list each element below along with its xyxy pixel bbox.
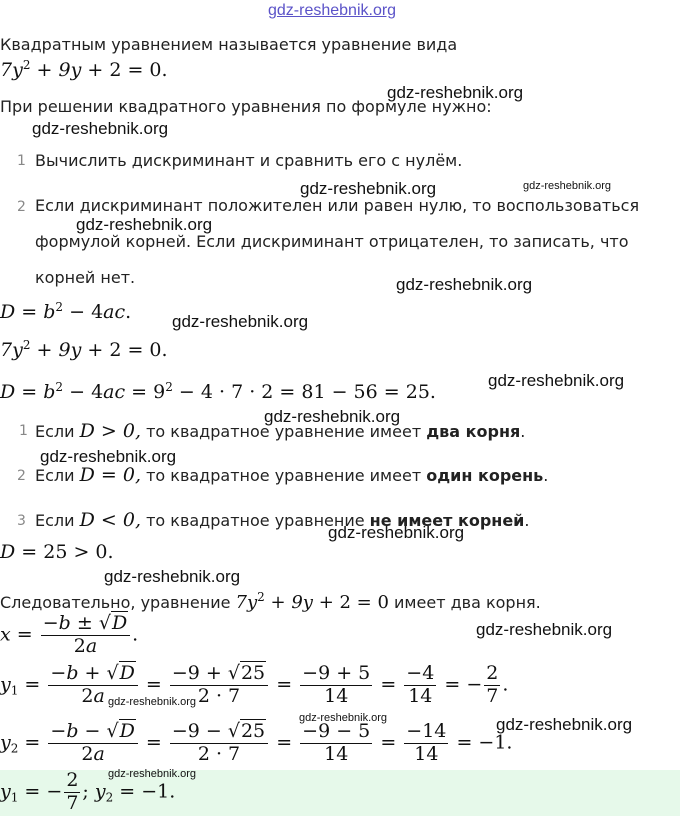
case-condition: D < 0, <box>79 509 141 531</box>
watermark[interactable]: gdz-reshebnik.org <box>40 447 177 466</box>
case-prefix: Если <box>35 466 75 485</box>
step-text: Вычислить дискриминант и сравнить его с нулём. <box>35 151 463 170</box>
case-condition: D = 0, <box>79 464 141 486</box>
case-line: Если D > 0, то квадратное уравнение имеет два корня. <box>35 420 526 442</box>
equation-general: $7y^2 + 9y + 2 = 0$. <box>0 58 168 81</box>
watermark[interactable]: gdz-reshebnik.org <box>523 180 612 192</box>
case-result: один корень <box>426 466 544 485</box>
watermark[interactable]: gdz-reshebnik.org <box>76 215 213 234</box>
watermark-top[interactable]: gdz-reshebnik.org <box>268 2 397 19</box>
conclusion-suffix: имеет два корня. <box>394 593 541 612</box>
conclusion-line <box>0 590 541 613</box>
watermark[interactable]: gdz-reshebnik.org <box>496 715 633 734</box>
step-number: 2 <box>17 199 26 215</box>
watermark[interactable]: gdz-reshebnik.org <box>172 312 309 331</box>
watermark[interactable]: gdz-reshebnik.org <box>396 275 533 294</box>
watermark[interactable]: gdz-reshebnik.org <box>328 523 465 542</box>
case-line: Если D < 0, то квадратное уравнение не имеет корней. <box>35 509 530 531</box>
watermark[interactable]: gdz-reshebnik.org <box>104 567 241 586</box>
watermark[interactable]: gdz-reshebnik.org <box>264 407 401 426</box>
discriminant-result: D = 25 > 0. <box>0 541 114 563</box>
discriminant-calc: $D = b^2 - 4ac = 9^2 - 4 \cdot 7 \cdot 2 = 81 - 56 = 25$. <box>0 380 436 403</box>
root-y2-calc: $y_2$ = $\frac{-b - √D}{2a}$ = $\frac{-9 - √25}{2 \cdot 7}$ = $\frac{-9 - 5}{14}$ = $\frac{-14}{14}$ = −1. <box>0 720 513 765</box>
case-condition: D > 0, <box>79 420 141 442</box>
equation-repeat: $7y^2 + 9y + 2 = 0$. <box>0 338 168 361</box>
watermark[interactable]: gdz-reshebnik.org <box>299 712 388 724</box>
watermark[interactable]: gdz-reshebnik.org <box>300 179 437 198</box>
root-y1-calc: $y_1$ = $\frac{-b + √D}{2a}$ = $\frac{-9 + √25}{2 \cdot 7}$ = $\frac{-9 + 5}{14}$ = $\frac{-4}{14}$ = − $\frac{2}{7}$ . <box>0 662 509 707</box>
watermark[interactable]: gdz-reshebnik.org <box>108 768 197 780</box>
case-result: не имеет корней <box>369 511 525 530</box>
step-number: 1 <box>17 153 26 169</box>
case-number: 2 <box>17 468 26 484</box>
watermark[interactable]: gdz-reshebnik.org <box>387 83 524 102</box>
definition-text: Квадратным уравнением называется уравнение вида <box>0 35 458 54</box>
case-text: то квадратное уравнение имеет <box>141 422 427 441</box>
case-prefix: Если <box>35 422 75 441</box>
case-text: то квадратное уравнение имеет <box>141 466 427 485</box>
step-text: Если дискриминант положителен или равен нулю, то воспользоваться <box>35 196 640 215</box>
case-result: два корня <box>426 422 521 441</box>
watermark[interactable]: gdz-reshebnik.org <box>108 696 197 708</box>
case-number: 1 <box>19 423 28 439</box>
conclusion-equation: $7y^2 + 9y + 2 = 0$ <box>235 590 389 613</box>
step-text: формулой корней. Если дискриминант отрицателен, то записать, что <box>35 232 629 251</box>
answer: $y_1$ = − $\frac{2}{7}$ ; $y_2 = -1$. <box>0 769 176 814</box>
case-text: то квадратное уравнение <box>141 511 370 530</box>
case-prefix: Если <box>35 511 75 530</box>
method-text: При решении квадратного уравнения по формуле нужно: <box>0 97 492 116</box>
watermark[interactable]: gdz-reshebnik.org <box>32 119 169 138</box>
conclusion-prefix: Следовательно, уравнение <box>0 593 231 612</box>
watermark[interactable]: gdz-reshebnik.org <box>476 620 613 639</box>
discriminant-formula: $D = b^2 - 4ac$. <box>0 300 132 323</box>
case-line: Если D = 0, то квадратное уравнение имеет один корень. <box>35 464 549 486</box>
root-formula: x = $\frac{-b \pm √D}{2a}$ . <box>0 612 139 657</box>
case-number: 3 <box>17 513 26 529</box>
watermark[interactable]: gdz-reshebnik.org <box>488 371 625 390</box>
step-text: корней нет. <box>35 268 136 287</box>
